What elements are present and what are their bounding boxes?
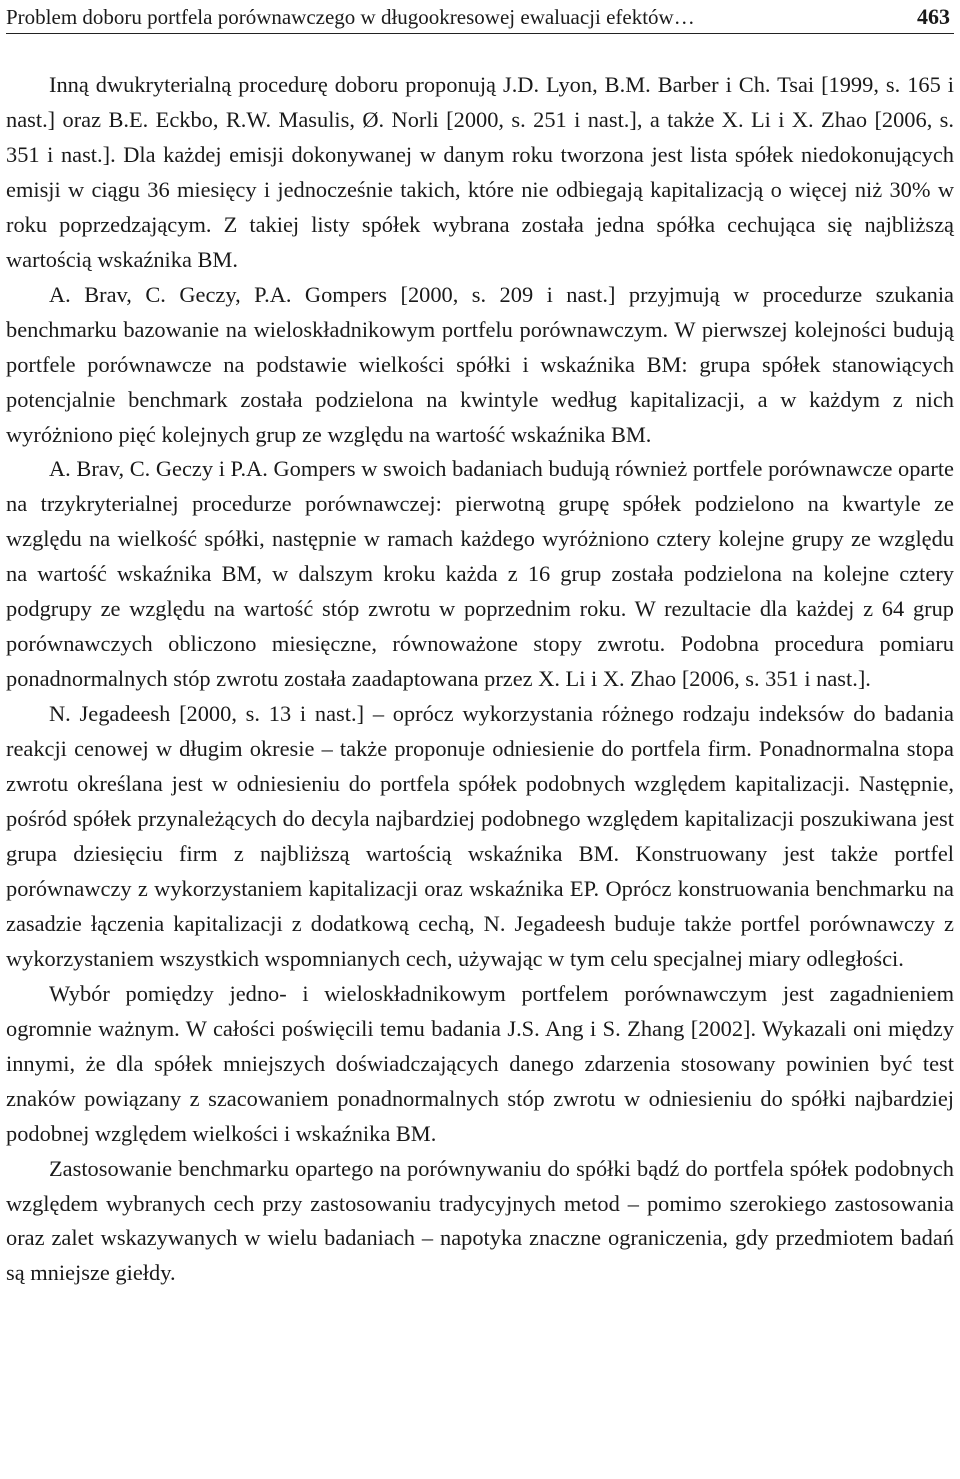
- body-text: [6, 68, 954, 1291]
- paragraph: Wybór pomiędzy jedno- i wieloskładnikowym portfelem porównawczym jest zagadnieniem ogromnie ważnym. W całości poświęcili temu badania J.S. Ang i S. Zhang [2002]. Wykazali oni między innymi, że dla spółek mniejszych doświadczających danego zdarzenia stosowany powinien być test znaków powiązany z szacowaniem ponadnormalnych stóp zwrotu w odniesieniu do spółki najbardziej podobnej względem wielkości i wskaźnika BM.: [6, 980, 954, 1146]
- paragraph: A. Brav, C. Geczy i P.A. Gompers w swoich badaniach budują również portfele porównawcze oparte na trzykryterialnej procedurze porównawczej: pierwotną grupę spółek podzielono na kwartyle ze względu na wielkość spółki, następnie w ramach każdego wyróżniono cztery kolejne grupy ze względu na wartość wskaźnika BM, w dalszym kroku każda z 16 grup została podzielona na kolejne cztery podgrupy ze względu na wartość stóp zwrotu w poprzednim roku. W rezultacie dla każdej z 64 grup porównawczych obliczono miesięczne, równoważone stopy zwrotu. Podobna procedura pomiaru ponadnormalnych stóp zwrotu została zaadaptowana przez X. Li i X. Zhao [2006, s. 351 i nast.].: [6, 456, 954, 692]
- paragraph: Inną dwukryterialną procedurę doboru proponują J.D. Lyon, B.M. Barber i Ch. Tsai [1999, s. 165 i nast.] oraz B.E. Eckbo, R.W. Masulis, Ø. Norli [2000, s. 251 i nast.], a także X. Li i X. Zhao [2006, s. 351 i nast.]. Dla każdej emisji dokonywanej w danym roku tworzona jest lista spółek niedokonujących emisji w ciągu 36 miesięcy i jednocześnie takich, które nie odbiegają kapitalizacją o więcej niż 30% w roku poprzedzającym. Z takiej listy spółek wybrana została jedna spółka cechująca się najbliższą wartością wskaźnika BM.: [6, 72, 954, 272]
- paragraph: N. Jegadeesh [2000, s. 13 i nast.] – oprócz wykorzystania różnego rodzaju indeksów do badania reakcji cenowej w długim okresie – także proponuje odniesienie do portfela firm. Ponadnormalna stopa zwrotu określana jest w odniesieniu do portfela spółek podobnych względem kapitalizacji. Następnie, pośród spółek przynależących do decyla najbardziej podobnego względem kapitalizacji poszukiwana jest grupa dziesięciu firm z najbliższą wartością wskaźnika BM. Konstruowany jest także portfel porównawczy z wykorzystaniem kapitalizacji oraz wskaźnika EP. Oprócz konstruowania benchmarku na zasadzie łączenia kapitalizacji z dodatkową cechą, N. Jegadeesh buduje także portfel porównawczy z wykorzystaniem wszystkich wspomnianych cech, używając w tym celu specjalnej miary odległości.: [6, 701, 954, 971]
- paragraph: Zastosowanie benchmarku opartego na porównywaniu do spółki bądź do portfela spółek podobnych względem wybranych cech przy zastosowaniu tradycyjnych metod – pomimo szerokiego zastosowania oraz zalet wskazywanych w wielu badaniach – napotyka znaczne ograniczenia, gdy przedmiotem badań są mniejsze giełdy.: [6, 1155, 954, 1286]
- running-header: [6, 0, 954, 34]
- paragraph: A. Brav, C. Geczy, P.A. Gompers [2000, s. 209 i nast.] przyjmują w procedurze szukania benchmarku bazowanie na wieloskładnikowym portfelu porównawczym. W pierwszej kolejności budują portfele porównawcze na podstawie wielkości spółki i wskaźnika BM: grupa spółek stanowiących potencjalnie benchmark została podzielona na kwintyle według kapitalizacji, a w każdym z nich wyróżniono pięć kolejnych grup ze względu na wartość wskaźnika BM.: [6, 281, 954, 447]
- page-number: 463: [917, 4, 950, 29]
- running-title: Problem doboru portfela porównawczego w długookresowej ewaluacji efektów…: [6, 5, 695, 29]
